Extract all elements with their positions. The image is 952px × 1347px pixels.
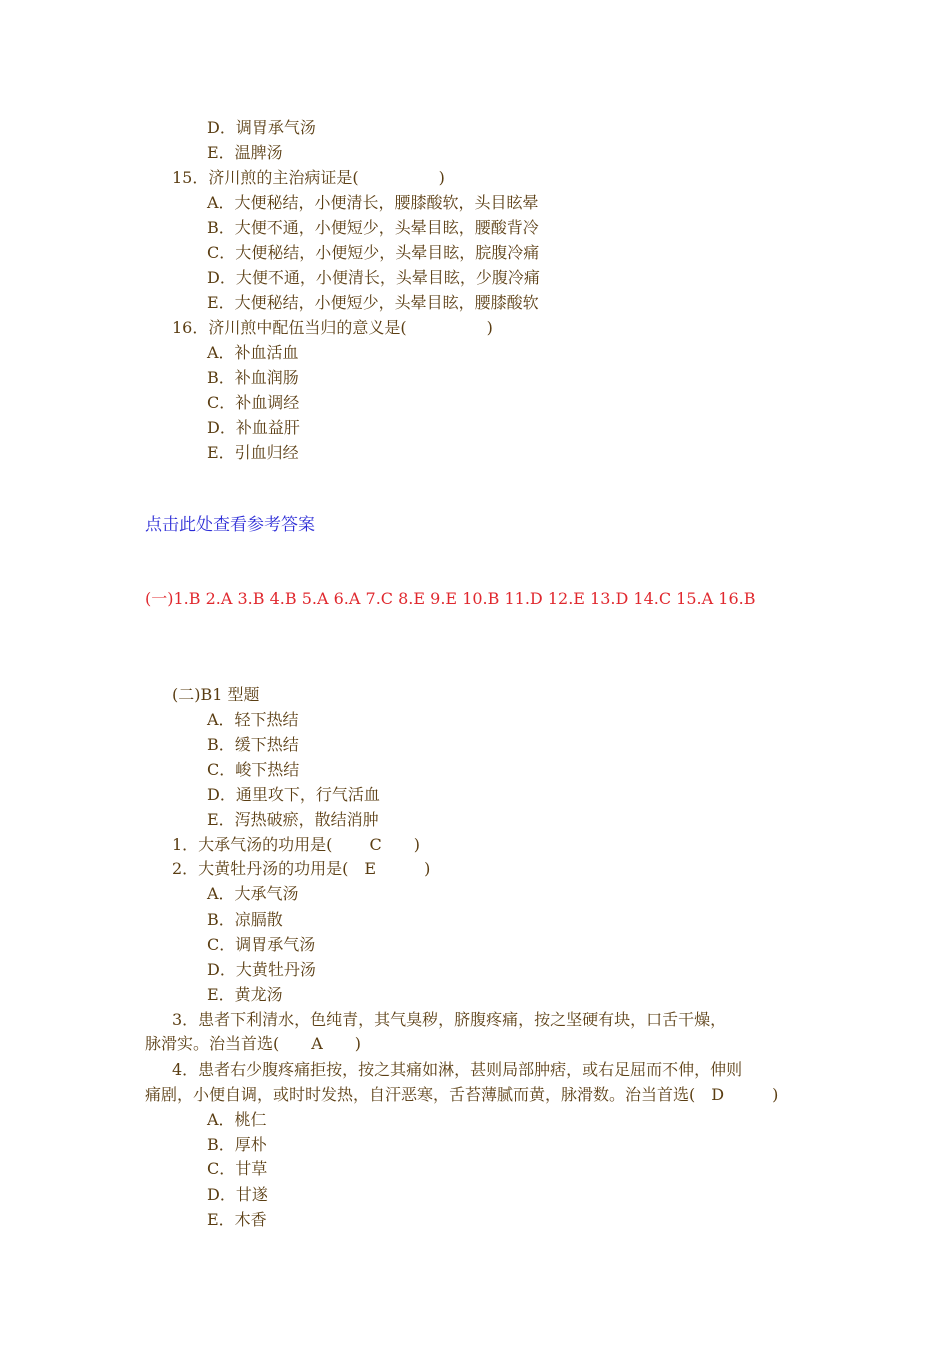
question-2: 2．大黄牡丹汤的功用是( E ) — [172, 859, 431, 878]
question-3-cont: 脉滑实。治当首选( A ) — [145, 1034, 362, 1053]
option-line: B．缓下热结 — [207, 735, 299, 754]
option-line: A．大便秘结，小便清长，腰膝酸软，头目眩晕 — [207, 193, 539, 212]
option-line: D．通里攻下，行气活血 — [207, 785, 380, 804]
option-line: B．补血润肠 — [207, 368, 299, 387]
option-line: E．大便秘结，小便短少，头晕目眩，腰膝酸软 — [207, 293, 539, 312]
option-line: D．调胃承气汤 — [207, 118, 316, 137]
question-16: 16．济川煎中配伍当归的意义是( ) — [172, 318, 493, 337]
option-line: D．甘遂 — [207, 1185, 268, 1204]
option-line: E．泻热破瘀，散结消肿 — [207, 810, 379, 829]
view-answer-link[interactable]: 点击此处查看参考答案 — [145, 515, 315, 535]
option-line: A．补血活血 — [207, 343, 299, 362]
question-15: 15．济川煎的主治病证是( ) — [172, 168, 445, 187]
option-line: D．补血益肝 — [207, 418, 300, 437]
option-line: D．大黄牡丹汤 — [207, 960, 316, 979]
option-line: C．补血调经 — [207, 393, 300, 412]
option-line: B．凉膈散 — [207, 910, 283, 929]
option-line: E．温脾汤 — [207, 143, 283, 162]
option-line: E．黄龙汤 — [207, 985, 283, 1004]
question-1: 1．大承气汤的功用是( C ) — [172, 835, 420, 854]
option-line: C．甘草 — [207, 1159, 268, 1178]
section-heading: (二)B1 型题 — [172, 685, 260, 704]
question-3: 3．患者下利清水，色纯青，其气臭秽，脐腹疼痛，按之坚硬有块，口舌干燥， — [172, 1010, 727, 1029]
option-line: A．大承气汤 — [207, 884, 299, 903]
option-line: A．轻下热结 — [207, 710, 299, 729]
option-line: C．调胃承气汤 — [207, 935, 316, 954]
question-4: 4．患者右少腹疼痛拒按，按之其痛如淋，甚则局部肿痞，或右足屈而不伸，伸则 — [172, 1060, 743, 1079]
option-line: B．大便不通，小便短少，头晕目眩，腰酸背冷 — [207, 218, 539, 237]
option-line: E．木香 — [207, 1210, 267, 1229]
option-line: E．引血归经 — [207, 443, 299, 462]
option-line: C．大便秘结，小便短少，头晕目眩，脘腹冷痛 — [207, 243, 540, 262]
answer-key: (一)1.B 2.A 3.B 4.B 5.A 6.A 7.C 8.E 9.E 10.B 11.D 12.E 13.D 14.C 15.A 16.B — [145, 589, 756, 608]
option-line: C．峻下热结 — [207, 760, 300, 779]
option-line: D．大便不通，小便清长，头晕目眩，少腹冷痛 — [207, 268, 540, 287]
option-line: A．桃仁 — [207, 1110, 267, 1129]
question-4-cont: 痛剧，小便自调，或时时发热，自汗恶寒，舌苔薄腻而黄，脉滑数。治当首选( D ) — [145, 1085, 779, 1104]
option-line: B．厚朴 — [207, 1135, 267, 1154]
